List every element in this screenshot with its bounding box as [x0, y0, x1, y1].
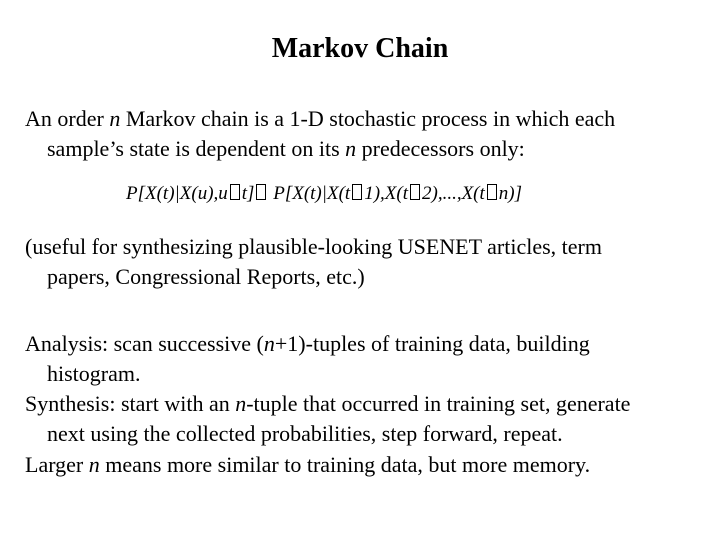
- larger-paragraph: [25, 450, 705, 480]
- markov-formula: [126, 179, 522, 209]
- analysis-b: +1)-tuples of training data, building: [274, 331, 590, 356]
- intro-line1-rest: Markov chain is a 1-D stochastic process in which each: [120, 106, 616, 131]
- slide-title: Markov Chain: [271, 33, 449, 64]
- intro-line2-var: n: [345, 136, 357, 161]
- intro-line2-before: sample’s state is dependent on its: [47, 136, 346, 161]
- missing-glyph-icon: [352, 184, 362, 200]
- intro-paragraph: [25, 104, 705, 164]
- larger-var: n: [88, 452, 100, 477]
- intro-prefix: An order: [25, 106, 110, 131]
- missing-glyph-icon: [487, 184, 497, 200]
- missing-glyph-icon: [256, 184, 266, 200]
- formula-rhs-d: n)]: [498, 183, 523, 204]
- formula-rhs-c: 2),...,X(t: [422, 183, 485, 204]
- formula-rhs-a: P[X(t)|X(t: [273, 183, 351, 204]
- larger-a: Larger: [25, 452, 89, 477]
- synthesis-paragraph: [25, 389, 705, 449]
- analysis-var: n: [263, 331, 275, 356]
- intro-line-1: [25, 104, 705, 134]
- formula-lhs-b: t]: [241, 183, 255, 204]
- missing-glyph-icon: [410, 184, 420, 200]
- analysis-line-1: [25, 329, 705, 359]
- formula-rhs-b: 1),X(t: [364, 183, 408, 204]
- useful-line-1: (useful for synthesizing plausible-looking USENET articles, term: [25, 234, 602, 259]
- synthesis-line-1: [25, 389, 705, 419]
- missing-glyph-icon: [230, 184, 240, 200]
- analysis-paragraph: [25, 329, 705, 389]
- intro-var: n: [109, 106, 121, 131]
- analysis-line-2: histogram.: [47, 361, 141, 386]
- synthesis-line-2: next using the collected probabilities, step forward, repeat.: [47, 421, 563, 446]
- intro-line2-after: predecessors only:: [356, 136, 525, 161]
- useful-paragraph: [25, 232, 705, 292]
- useful-line-2: papers, Congressional Reports, etc.): [47, 264, 365, 289]
- intro-line-2: [25, 134, 705, 164]
- analysis-a: Analysis: scan successive (: [25, 331, 264, 356]
- synthesis-var: n: [235, 391, 247, 416]
- formula-lhs-a: P[X(t)|X(u),u: [126, 183, 228, 204]
- larger-line: [25, 450, 705, 480]
- larger-b: means more similar to training data, but more memory.: [99, 452, 591, 477]
- synthesis-b: -tuple that occurred in training set, generate: [246, 391, 631, 416]
- synthesis-a: Synthesis: start with an: [25, 391, 236, 416]
